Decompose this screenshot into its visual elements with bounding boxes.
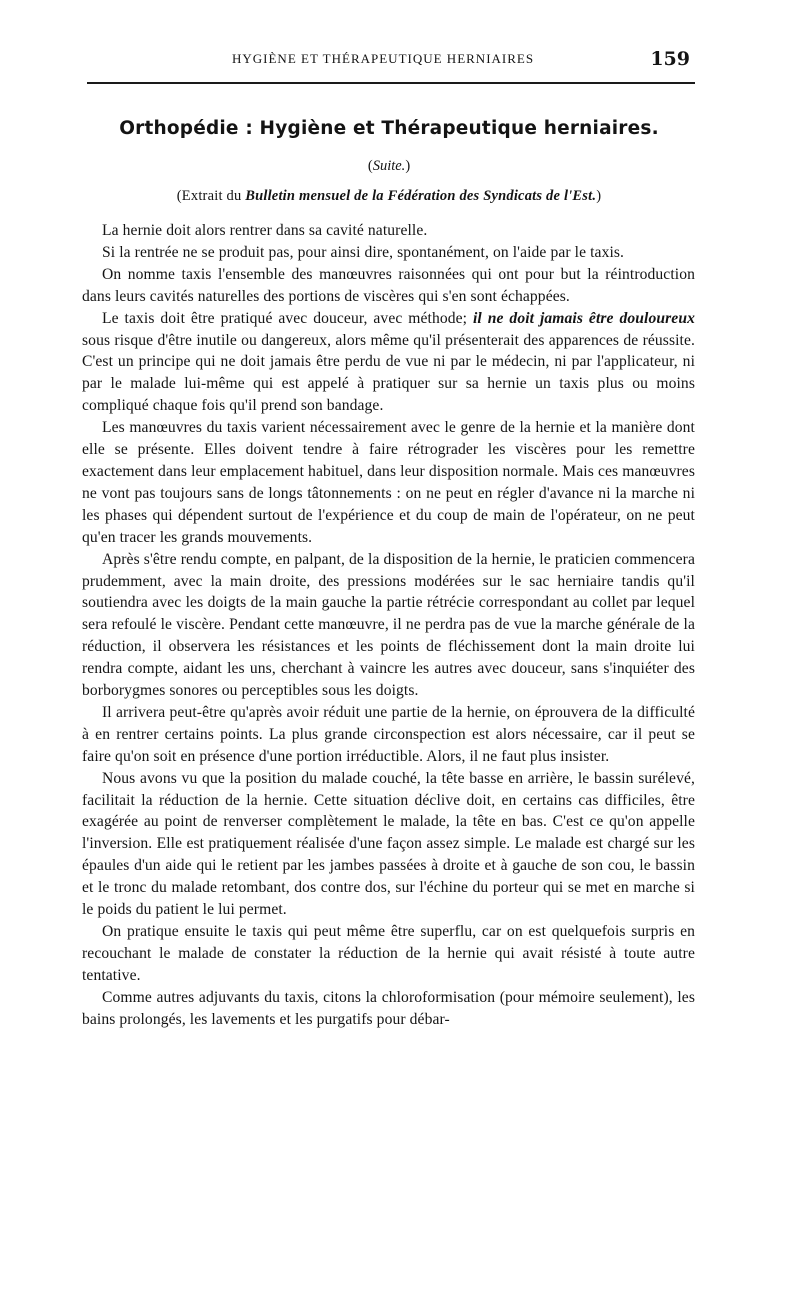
journal-page xyxy=(82,0,696,1301)
source-publication: Bulletin mensuel de la Fédération des Syndicats de l'Est. xyxy=(245,188,597,204)
article-source xyxy=(82,188,696,205)
paragraph: On nomme taxis l'ensemble des manœuvres raisonnées qui ont pour but la réintroduction dans leurs cavités naturelles des portions de viscères qui s'en sont échappées. xyxy=(82,265,695,305)
paragraph-text: sous risque d'être inutile ou dangereux, alors même qu'il présenterait des apparences de réussite. C'est un principe qui ne doit jamais être perdu de vue ni par le médecin, ni par l'applicateur, ni par le malade lui-même qui est appelé à pratiquer sur sa hernie un taxis plus ou moins compliqué chaque fois qu'il prend son bandage. xyxy=(82,331,695,415)
paragraph: Les manœuvres du taxis varient nécessairement avec le genre de la hernie et la manière dont elle se présente. Elles doivent tendre à faire rétrograder les viscères pour les remettre exactement dans leur emplacement habituel, dans leur disposition normale. Mais ces manœuvres ne vont pas toujours sans de longs tâtonnements : on ne peut en régler d'avance ni la marche ni les phases qui dépendent surtout de l'expérience et du coup de main de l'opérateur, on ne peut qu'en tracer les grands mouvements. xyxy=(82,419,695,546)
paragraph xyxy=(82,308,695,418)
paragraph: Nous avons vu que la position du malade couché, la tête basse en arrière, le bassin surélevé, facilitait la réduction de la hernie. Cette situation déclive doit, en certains cas difficiles, être exagérée au point de renverser complètement le malade, la tête en bas. C'est ce qu'on appelle l'inversion. Elle est pratiquement réalisée d'une façon assez simple. Le malade est chargé sur les épaules d'un aide qui le retient par les jambes passées à droite et à gauche de son cou, le bassin et le tronc du malade retombant, dos contre dos, sur l'échine du porteur qui se met en marche si le poids du patient le lui permet. xyxy=(82,769,695,919)
running-head xyxy=(82,48,696,70)
paragraph: Il arrivera peut-être qu'après avoir réduit une partie de la hernie, on éprouvera de la difficulté à en rentrer certains points. La plus grande circonspection est alors nécessaire, car il peut se faire qu'on soit en présence d'une portion irréductible. Alors, il ne faut plus insister. xyxy=(82,703,695,765)
header-rule xyxy=(87,82,695,84)
emphasized-text: il ne doit jamais être douloureux xyxy=(472,309,695,327)
paragraph-text: Le taxis doit être pratiqué avec douceur, avec méthode; xyxy=(102,309,473,327)
source-suffix: ) xyxy=(596,188,602,204)
paragraph: Après s'être rendu compte, en palpant, de la disposition de la hernie, le praticien commencera prudemment, avec la main droite, des pressions modérées sur le sac herniaire tandis qu'il soutiendra avec les doigts de la main gauche la partie rétrécie correspondant au collet par lequel sera refoulé le viscère. Pendant cette manœuvre, il ne perdra pas de vue la marche générale de la réduction, il observera les résistances et les points de fléchissement dont la main droite lui rendra compte, aidant les uns, cherchant à vaincre les autres avec douceur, sans s'inquiéter des borborygmes sonores ou perceptibles sous les doigts. xyxy=(82,550,695,700)
page-number: 159 xyxy=(650,48,690,70)
source-prefix: (Extrait du xyxy=(176,188,246,204)
article-title: Orthopédie : Hygiène et Thérapeutique herniaires. xyxy=(119,118,659,139)
paragraph: On pratique ensuite le taxis qui peut même être superflu, car on est quelquefois surpris en recouchant le malade de constater la réduction de la hernie qui avait résisté à toute autre tentative. xyxy=(82,923,695,984)
paragraph: La hernie doit alors rentrer dans sa cavité naturelle. xyxy=(102,222,428,239)
running-title: HYGIÈNE ET THÉRAPEUTIQUE HERNIAIRES xyxy=(232,51,535,66)
article-body xyxy=(82,220,695,1031)
article-subtitle: (Suite.) xyxy=(367,158,411,174)
paragraph: Si la rentrée ne se produit pas, pour ainsi dire, spontanément, on l'aide par le taxis. xyxy=(102,243,625,261)
subtitle-text: Suite. xyxy=(372,158,406,174)
paragraph: Comme autres adjuvants du taxis, citons la chloroformisation (pour mémoire seulement), les bains prolongés, les lavements et les purgatifs pour débar- xyxy=(82,988,695,1028)
